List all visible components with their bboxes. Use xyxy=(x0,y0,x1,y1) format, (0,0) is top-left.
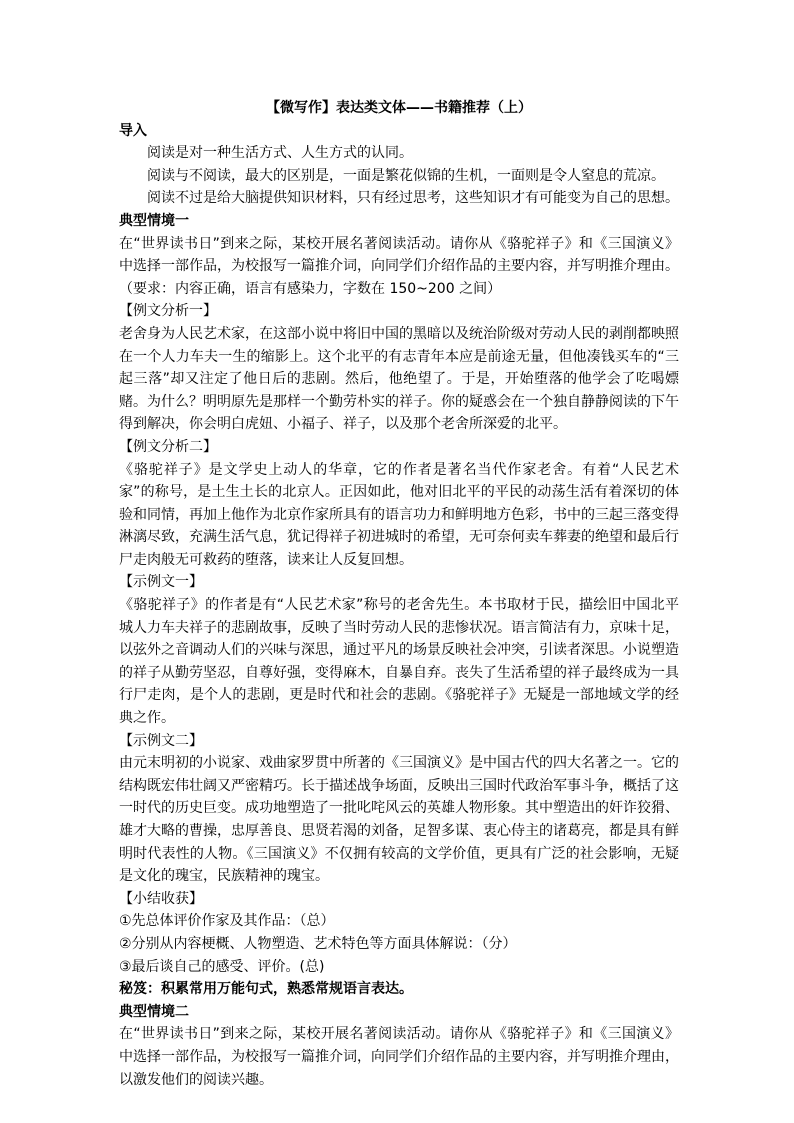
document-page xyxy=(119,97,679,1091)
secret-tip: 秘笈：积累常用万能句式，熟悉常规语言表达。 xyxy=(119,981,413,998)
summary-heading: 【小结收获】 xyxy=(119,890,203,907)
scenario1-heading: 典型情境一 xyxy=(119,212,189,229)
analysis1-heading: 【例文分析一】 xyxy=(119,303,217,320)
sample2-heading: 【示例文二】 xyxy=(119,732,203,749)
summary-item: ①先总体评价作家及其作品：（总） xyxy=(119,913,335,930)
scenario1-text: 在“世界读书日”到来之际，某校开展名著阅读活动。请你从《骆驼祥子》和《三国演义》中选择一部作品，为校报写一篇推介词，向同学们介绍作品的主要内容，并写明推介理由。（要求：内容正确，语言有感染力，字数在 150~200 之间） xyxy=(119,235,679,297)
scenario2-text: 在“世界读书日”到来之际，某校开展名著阅读活动。请你从《骆驼祥子》和《三国演义》中选择一部作品，为校报写一篇推介词，向同学们介绍作品的主要内容，并写明推介理由，以激发他们的阅读兴趣。 xyxy=(119,1026,679,1088)
intro-heading: 导入 xyxy=(119,122,147,139)
analysis2-heading: 【例文分析二】 xyxy=(119,438,217,455)
intro-line: 阅读不过是给大脑提供知识材料，只有经过思考，这些知识才有可能变为自己的思想。 xyxy=(147,190,679,207)
analysis2-text: 《骆驼祥子》是文学史上动人的华章，它的作者是著名当代作家老舍。有着“人民艺术家”的称号，是土生土长的北京人。正因如此，他对旧北平的平民的动荡生活有着深切的体验和同情，再加上他作为北京作家所具有的语言功力和鲜明地方色彩，书中的三起三落变得淋漓尽致，充满生活气息，犹记得祥子初进城时的希望，无可奈何卖车葬妻的绝望和最后行尸走肉般无可救药的堕落，读来让人反复回想。 xyxy=(119,461,679,568)
scenario2-heading: 典型情境二 xyxy=(119,1003,189,1020)
sample2-text: 由元末明初的小说家、戏曲家罗贯中所著的《三国演义》是中国古代的四大名著之一。它的结构既宏伟壮阔又严密精巧。长于描述战争场面，反映出三国时代政治军事斗争，概括了这一时代的历史巨变。成功地塑造了一批叱咤风云的英雄人物形象。其中塑造出的奸诈狡猾、雄才大略的曹操，忠厚善良、思贤若渴的刘备，足智多谋、衷心侍主的诸葛亮，都是具有鲜明时代表性的人物。《三国演义》不仅拥有较高的文学价值，更具有广泛的社会影响，无疑是文化的瑰宝，民族精神的瑰宝。 xyxy=(119,755,679,885)
intro-line: 阅读是对一种生活方式、人生方式的认同。 xyxy=(147,145,413,162)
sample1-heading: 【示例文一】 xyxy=(119,574,203,591)
sample1-text: 《骆驼祥子》的作者是有“人民艺术家”称号的老舍先生。本书取材于民，描绘旧中国北平城人力车夫祥子的悲剧故事，反映了当时劳动人民的悲惨状况。语言简洁有力，京味十足，以弦外之音调动人们的兴味与深思，通过平凡的场景反映社会冲突，引读者深思。小说塑造的祥子从勤劳坚忍，自尊好强，变得麻木，自暴自弃。丧失了生活希望的祥子最终成为一具行尸走肉，是个人的悲剧，更是时代和社会的悲剧。《骆驼祥子》无疑是一部地域文学的经典之作。 xyxy=(119,597,679,727)
intro-line: 阅读与不阅读，最大的区别是，一面是繁花似锦的生机，一面则是令人窒息的荒凉。 xyxy=(147,167,665,184)
summary-item: ③最后谈自己的感受、评价。(总) xyxy=(119,958,325,975)
analysis1-text: 老舍身为人民艺术家，在这部小说中将旧中国的黑暗以及统治阶级对劳动人民的剥削都映照在一个人力车夫一生的缩影上。这个北平的有志青年本应是前途无量，但他凑钱买车的“三起三落”却又注定了他日后的悲剧。然后，他绝望了。于是，开始堕落的他学会了吃喝嫖赌。为什么？明明原先是那样一个勤劳朴实的祥子。你的疑惑会在一个独自静静阅读的下午得到解决，你会明白虎妞、小福子、祥子，以及那个老舍所深爱的北平。 xyxy=(119,325,679,433)
summary-item: ②分别从内容梗概、人物塑造、艺术特色等方面具体解说：（分） xyxy=(119,935,517,952)
page-title: 【微写作】表达类文体——书籍推荐（上） xyxy=(266,100,532,116)
